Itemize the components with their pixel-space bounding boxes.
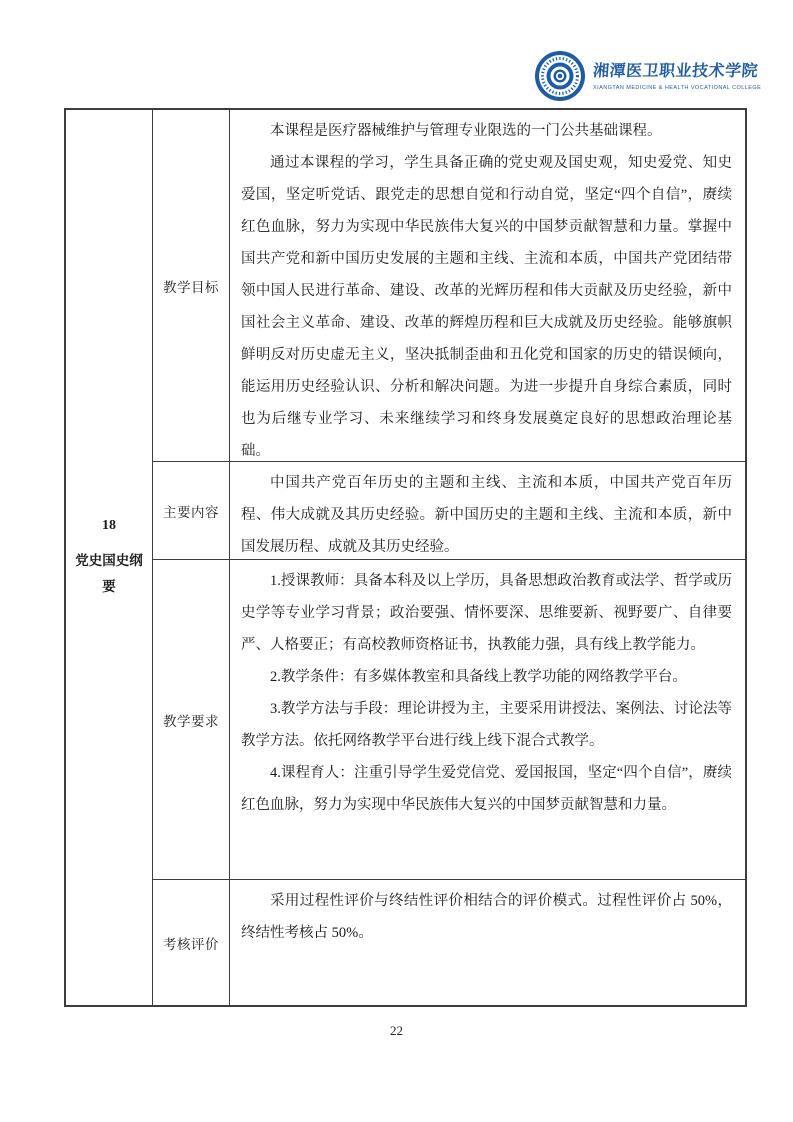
paragraph: 采用过程性评价与终结性评价相结合的评价模式。过程性评价占 50%，终结性考核占 50%。 bbox=[241, 893, 732, 941]
row-content-assessment-evaluation bbox=[229, 879, 745, 1005]
college-name-block bbox=[593, 61, 761, 92]
row-label-assessment-evaluation: 考核评价 bbox=[152, 879, 229, 1005]
college-logo bbox=[534, 50, 761, 102]
college-name-cn: 湘潭医卫职业技术学院 bbox=[592, 62, 759, 80]
page-number: 22 bbox=[390, 1023, 403, 1038]
page-footer bbox=[0, 1022, 793, 1040]
paragraph: 中国共产党百年历史的主题和主线、主流和本质，中国共产党百年历程、伟大成就及其历史经验。新中国历史的主题和主线、主流和本质，新中国发展历程、成就及其历史经验。 bbox=[241, 475, 732, 555]
paragraph: 本课程是医疗器械维护与管理专业限选的一门公共基础课程。 bbox=[270, 123, 662, 139]
row-content-teaching-requirements bbox=[229, 559, 745, 879]
college-name-en: XIANGTAN MEDICINE & HEALTH VOCATIONAL COLLEGE bbox=[593, 84, 762, 91]
paragraph: 通过本课程的学习，学生具备正确的党史观及国史观，知史爱党、知史爱国，坚定听党话、跟党走的思想自觉和行动自觉，坚定“四个自信”，赓续红色血脉，努力为实现中华民族伟大复兴的中国梦贡献智慧和力量。掌握中国共产党和新中国历史发展的主题和主线、主流和本质，中国共产党团结带领中国人民进行革命、建设、改革的光辉历程和伟大贡献及历史经验，新中国社会主义革命、建设、改革的辉煌历程和巨大成就及历史经验。能够旗帜鲜明反对历史虚无主义，坚决抵制歪曲和丑化党和国家的历史的错误倾向，能运用历史经验认识、分析和解决问题。为进一步提升自身综合素质，同时也为后继专业学习、未来继续学习和终身发展奠定良好的思想政治理论基础。 bbox=[241, 155, 732, 459]
row-label-teaching-objectives: 教学目标 bbox=[152, 110, 229, 461]
college-emblem-icon bbox=[534, 50, 586, 102]
paragraph: 2.教学条件：有多媒体教室和具备线上教学功能的网络教学平台。 bbox=[270, 669, 687, 685]
row-content-teaching-objectives bbox=[229, 110, 745, 461]
row-content-main-content bbox=[229, 461, 745, 559]
course-table bbox=[64, 108, 747, 1007]
paragraph: 3.教学方法与手段：理论讲授为主，主要采用讲授法、案例法、讨论法等教学方法。依托网络教学平台进行线上线下混合式教学。 bbox=[241, 701, 732, 749]
paragraph: 4.课程育人：注重引导学生爱党信党、爱国报国，坚定“四个自信”，赓续红色血脉，努力为实现中华民族伟大复兴的中国梦贡献智慧和力量。 bbox=[241, 765, 732, 813]
course-name: 党史国史纲要 bbox=[75, 552, 143, 594]
paragraph: 1.授课教师：具备本科及以上学历，具备思想政治教育或法学、哲学或历史学等专业学习背景；政治要强、情怀要深、思维要新、视野要广、自律要严、人格要正；有高校教师资格证书，执教能力强，具有线上教学能力。 bbox=[241, 573, 732, 653]
row-label-main-content: 主要内容 bbox=[152, 461, 229, 559]
course-id-cell bbox=[66, 110, 152, 1005]
row-label-teaching-requirements: 教学要求 bbox=[152, 559, 229, 879]
course-number: 18 bbox=[102, 517, 116, 533]
